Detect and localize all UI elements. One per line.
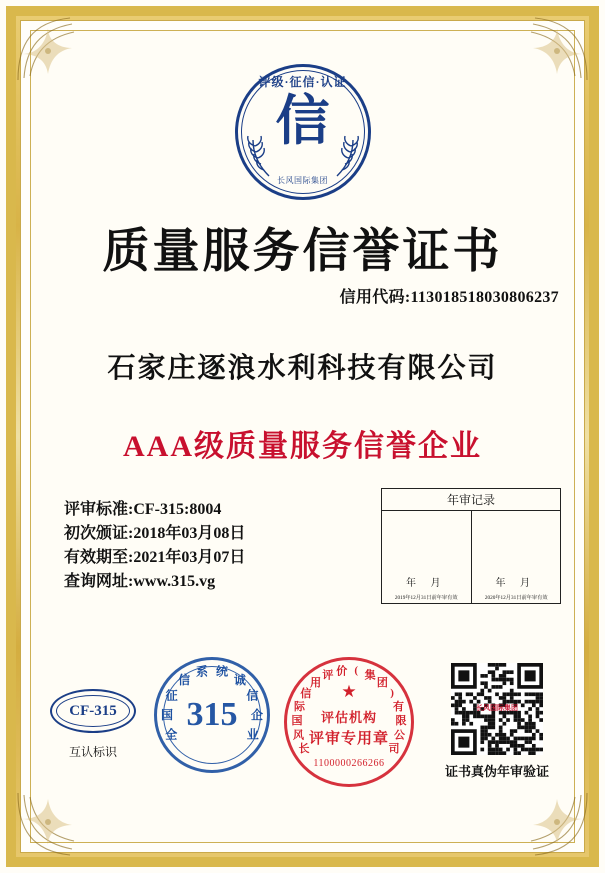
emblem-top-text: 评级·征信·认证 bbox=[258, 75, 347, 89]
emblem-container bbox=[36, 64, 569, 200]
evaluation-red-stamp: ★ 长 风 国 际 信 用 评 价 ( 集 团 ) 有 限 公 司 评估机构 评审专用章 1100000266266 bbox=[284, 657, 414, 787]
qr-overlay-text: 长风国际集团 bbox=[476, 704, 518, 712]
seal-row bbox=[36, 657, 569, 827]
credit-code: 信用代码:113018518030806237 bbox=[339, 289, 559, 306]
detail-query-website: 查询网址:www.315.vg bbox=[64, 573, 216, 590]
certificate-details bbox=[64, 498, 245, 594]
wheat-branch-icon bbox=[243, 132, 277, 178]
credit-system-seal-center: 315 bbox=[186, 696, 238, 733]
annual-review-cell bbox=[471, 511, 561, 603]
annual-review-cell bbox=[382, 511, 471, 603]
certificate-content bbox=[36, 36, 569, 837]
award-title: AAA级质量服务信誉企业 bbox=[123, 430, 482, 463]
annual-review-validity-note: 2020年12月31日前年审有效 bbox=[484, 595, 548, 601]
company-name: 石家庄逐浪水利科技有限公司 bbox=[107, 353, 498, 384]
page-title: 质量服务信誉证书 bbox=[102, 226, 503, 278]
organization-emblem bbox=[235, 64, 371, 200]
mutual-recognition-label: CF-315 bbox=[69, 702, 117, 719]
red-stamp-line2: 评审专用章 bbox=[308, 731, 389, 747]
detail-valid-until: 有效期至:2021年03月07日 bbox=[64, 549, 246, 566]
credit-system-seal-arc-text: 全 国 征 信 系 统 诚 信 企 业 bbox=[160, 664, 264, 742]
annual-review-grid bbox=[381, 510, 561, 604]
annual-review-validity-note: 2019年12月31日前年审有效 bbox=[394, 595, 458, 601]
credit-system-seal bbox=[154, 657, 270, 773]
detail-standard: 评审标准:CF-315:8004 bbox=[64, 501, 222, 518]
star-icon: ★ bbox=[341, 682, 357, 701]
detail-issue-date: 初次颁证:2018年03月08日 bbox=[64, 525, 246, 542]
red-stamp-code: 1100000266266 bbox=[313, 758, 385, 769]
qr-caption: 证书真伪年审验证 bbox=[444, 764, 549, 779]
emblem-bottom-text: 长风国际集团 bbox=[277, 176, 328, 185]
annual-review-date-placeholder: 年 月 bbox=[495, 578, 536, 589]
mutual-recognition-mark bbox=[50, 689, 136, 733]
emblem-center-character: 信 bbox=[275, 91, 330, 151]
mutual-recognition-caption: 互认标识 bbox=[68, 745, 117, 759]
annual-review-title: 年审记录 bbox=[381, 488, 561, 510]
annual-review-table bbox=[381, 488, 561, 604]
red-stamp-line1: 评估机构 bbox=[320, 710, 377, 725]
verification-qr-code[interactable] bbox=[451, 663, 543, 755]
wheat-branch-icon bbox=[329, 132, 363, 178]
annual-review-date-placeholder: 年 月 bbox=[406, 578, 447, 589]
